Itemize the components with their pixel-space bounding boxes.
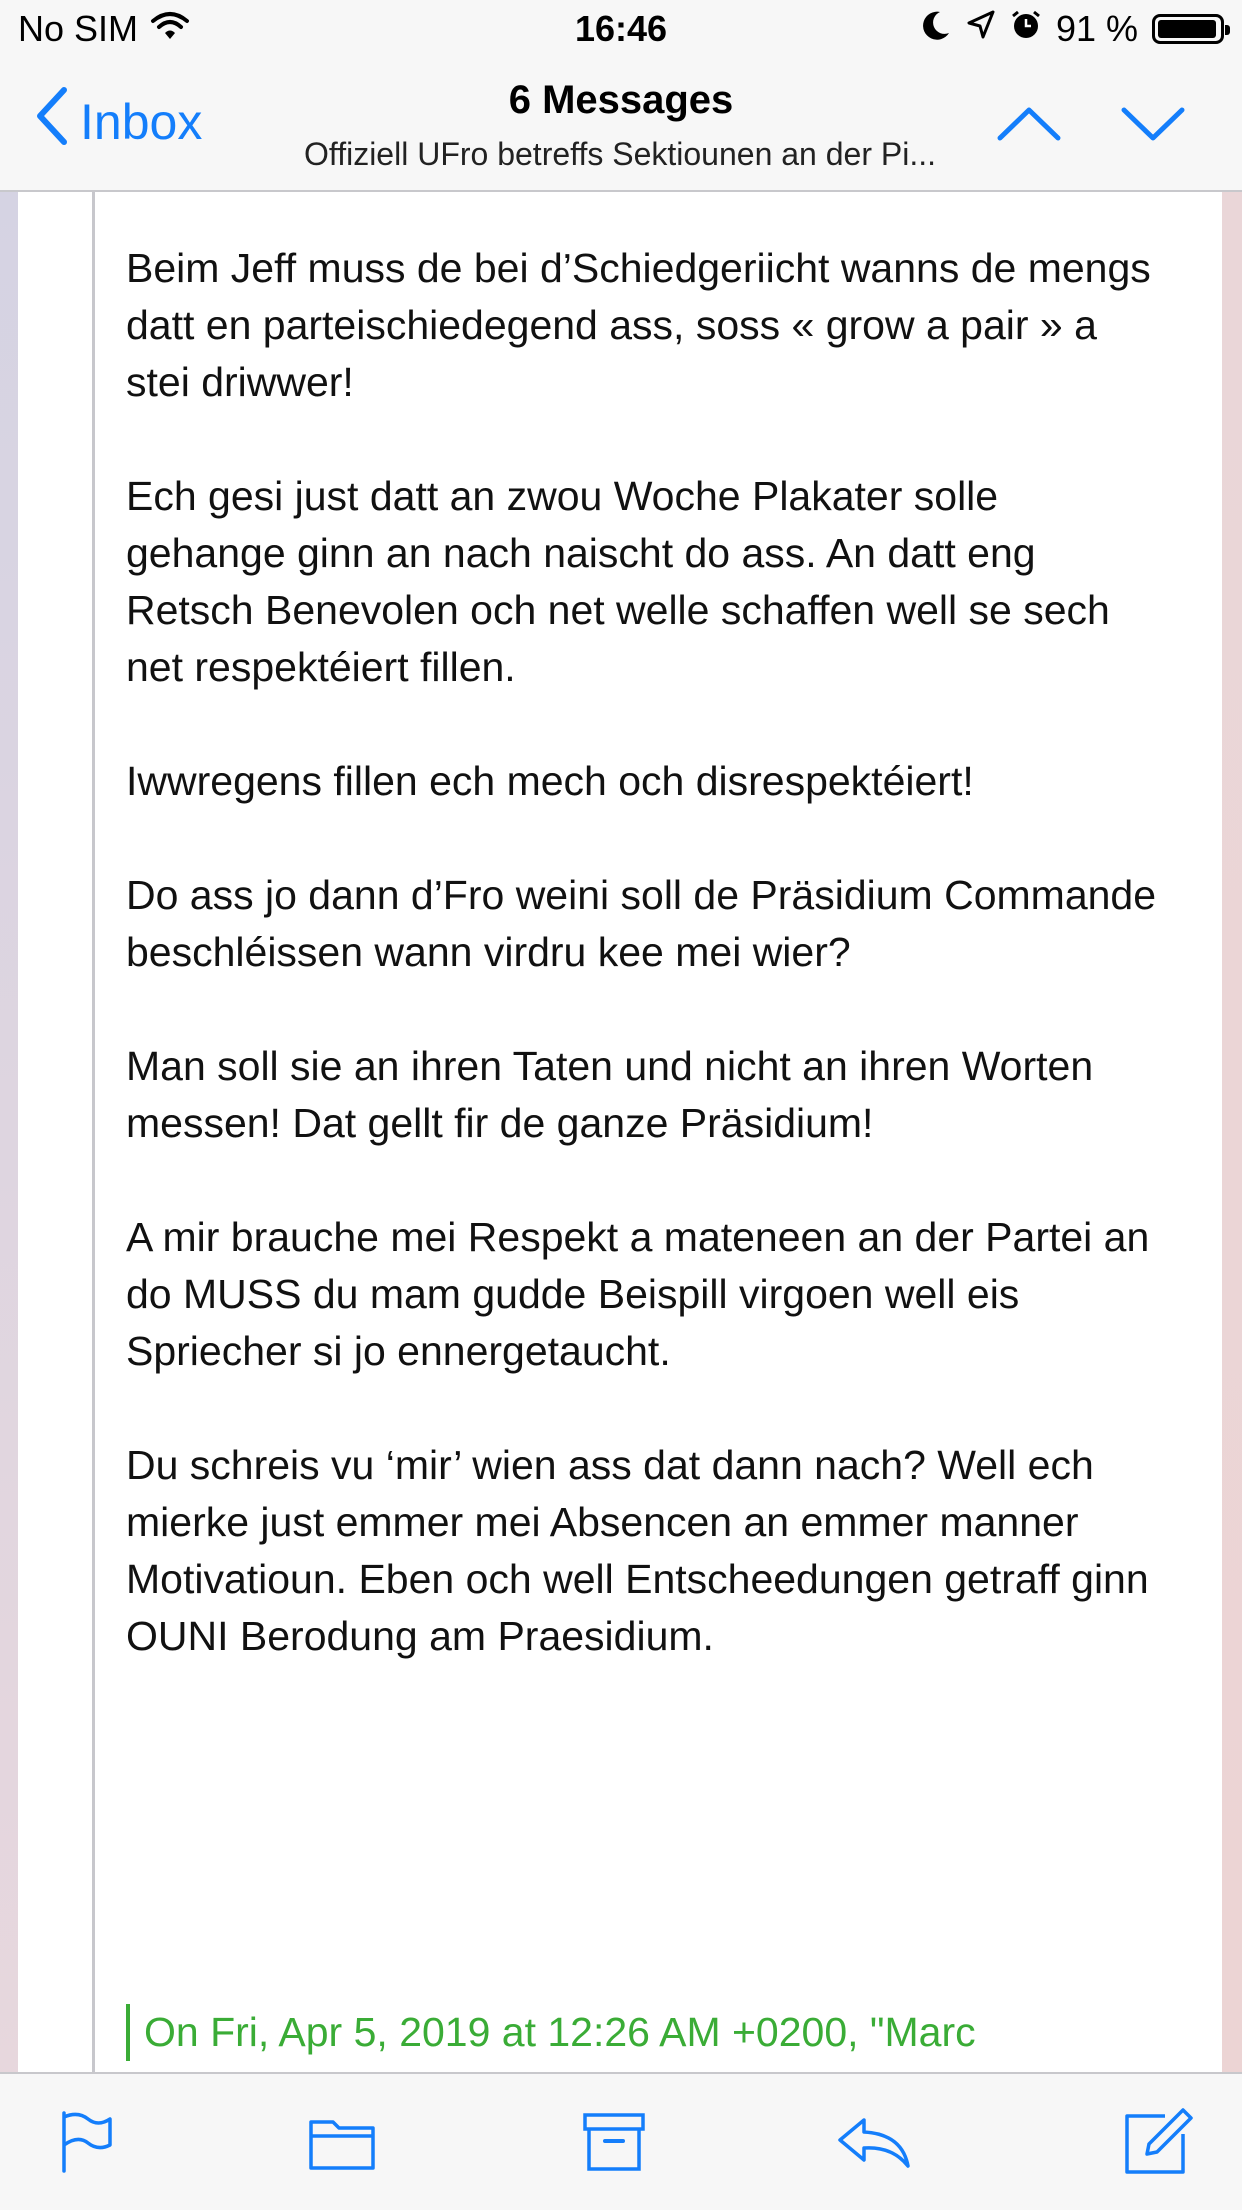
chevron-up-icon (994, 94, 1064, 154)
battery-percent: 91 % (1055, 8, 1138, 49)
message-body (126, 240, 1166, 1722)
page-title: 6 Messages (508, 78, 734, 122)
flag-icon (54, 2109, 114, 2175)
message-paragraph: Do ass jo dann d’Fro weini soll de Präsidium Commande beschléissen wann virdru kee mei wier? (126, 872, 1157, 975)
status-right (922, 8, 1224, 50)
message-paragraph: Man soll sie an ihren Taten und nicht an ihren Worten messen! Dat gellt fir de ganze Präsidium! (126, 1043, 1094, 1146)
battery-icon (1152, 14, 1224, 44)
message-paragraph: Iwwregens fillen ech mech och disrespektéiert! (126, 758, 974, 804)
chevron-down-icon (1118, 94, 1188, 154)
archive-button[interactable] (574, 2104, 654, 2180)
alarm-icon (1010, 8, 1042, 50)
right-edge (1222, 192, 1242, 2072)
nav-bar (0, 60, 1242, 192)
message-paragraph: Ech gesi just datt an zwou Woche Plakater solle gehange ginn an nach naischt do ass. An datt eng Retsch Benevolen och net welle schaffen well se sech net respektéiert fillen. (126, 473, 1110, 690)
status-time: 16:46 (574, 8, 668, 49)
message-paragraph: A mir brauche mei Respekt a mateneen an der Partei an do MUSS du mam gudde Beispill virgoen well eis Spriecher si jo ennergetaucht. (126, 1214, 1150, 1374)
back-label: Inbox (80, 94, 203, 150)
moon-icon (922, 8, 952, 50)
reply-button[interactable] (834, 2104, 914, 2180)
previous-message-button[interactable] (994, 94, 1064, 154)
bottom-toolbar (0, 2072, 1242, 2210)
quoted-reply (126, 2004, 1144, 2061)
quote-header: On Fri, Apr 5, 2019 at 12:26 AM +0200, "Marc (144, 2009, 976, 2055)
message-paragraph: Beim Jeff muss de bei d’Schiedgeriicht wanns de mengs datt en parteischiedegend ass, soss « grow a pair » a stei driwwer! (126, 245, 1151, 405)
left-edge (0, 192, 18, 2072)
message-view[interactable] (0, 192, 1242, 2072)
move-to-folder-button[interactable] (302, 2104, 382, 2180)
reply-icon (834, 2112, 914, 2172)
archive-icon (581, 2111, 647, 2173)
thread-indent-line (92, 192, 95, 2072)
carrier-label: No SIM (18, 8, 139, 49)
folder-icon (307, 2112, 377, 2172)
next-message-button[interactable] (1118, 94, 1188, 154)
compose-button[interactable] (1118, 2104, 1198, 2180)
compose-icon (1121, 2106, 1195, 2178)
message-paragraph: Du schreis vu ‘mir’ wien ass dat dann nach? Well ech mierke just emmer mei Absencen an emmer manner Motivatioun. Eben och well Entscheedungen getraff ginn OUNI Berodung am Praesidium. (126, 1442, 1149, 1659)
flag-button[interactable] (44, 2104, 124, 2180)
location-icon (966, 8, 996, 50)
thread-subject: Offiziell UFro betreffs Sektiounen an der Pi... (303, 136, 936, 172)
status-bar (0, 0, 1242, 60)
